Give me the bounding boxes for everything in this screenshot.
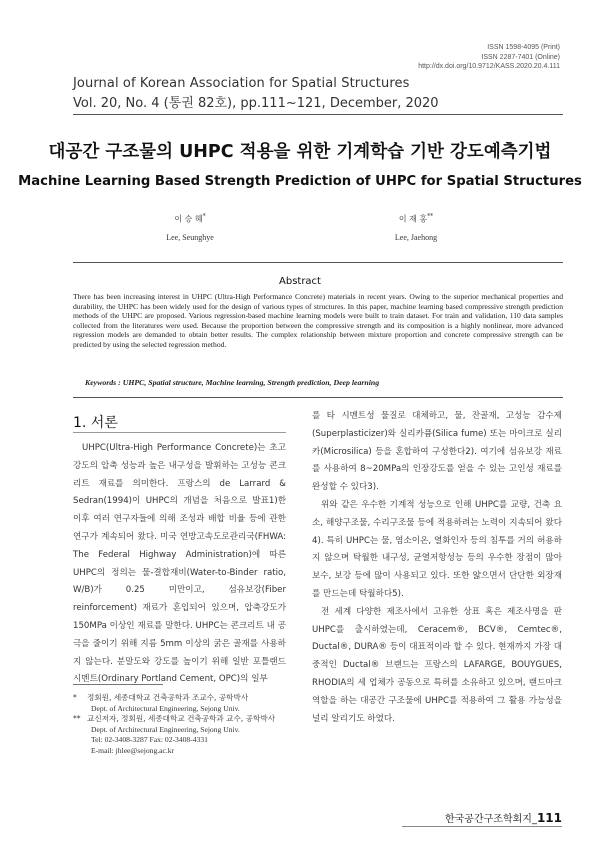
journal-name: Journal of Korean Association for Spatial Structures <box>73 76 410 91</box>
keywords-label: Keywords : <box>85 378 121 387</box>
right-paragraph-2: 위와 같은 우수한 기계적 성능으로 인해 UHPC를 교량, 건축 요소, 해양구조물, 수리구조물 등에 적용하려는 노력이 지속되어 왔다4). 특히 UHPC는 물, 염소이온, 열화인자 등의 침투를 거의 허용하지 않으며 탁월한 내구성, 균열저항성능 등의 우수한 장점이 많아 보수, 보강 등에 많이 사용되고 있다. 또한 얇으면서 단단한 외장재를 만드는데 탁월하다5). <box>312 499 562 599</box>
page-footer <box>445 810 562 825</box>
author-1-name-ko: 이 승 혜 <box>174 214 203 224</box>
abstract-top-rule <box>73 262 563 263</box>
author-2-name-en: Lee, Jaehong <box>394 232 438 242</box>
footnote-1: 정회원, 세종대학교 건축공학과 조교수, 공학박사 <box>87 693 249 702</box>
keywords-list: UHPC, Spatial structure, Machine learning, Strength prediction, Deep learning <box>122 378 380 387</box>
right-column <box>312 408 562 728</box>
footnotes <box>73 693 293 757</box>
footnote-1-en: Dept. of Architectural Engineering, Sejong Univ. <box>91 703 240 713</box>
abstract-bottom-rule <box>73 397 563 398</box>
footer-separator: _ <box>531 814 537 825</box>
author-2-name-ko: 이 재 홍 <box>398 214 428 224</box>
footnote-rule <box>73 684 163 685</box>
footer-rule <box>402 826 562 827</box>
journal-issue: Vol. 20, No. 4 (통권 82호), pp.111~121, December, 2020 <box>73 96 439 111</box>
right-paragraph-1: 를 타 시멘트성 물질로 대체하고, 물, 잔골재, 고성능 감수제(Superplasticizer)와 실리카퓸(Silica fume) 또는 마이크로 실리카(Microsilica) 등을 혼합하여 구성한다2). 여기에 섬유보강 재료를 사용하여 8~20MPa의 인장강도를 얻을 수 있는 고인성 재료를 완성할 수 있다3). <box>312 411 562 493</box>
left-paragraph: UHPC(Ultra-High Performance Concrete)는 초고강도의 압축 성능과 높은 내구성을 발휘하는 고성능 콘크리트 재료를 의미한다. 프랑스의 de Larrard & Sedran(1994)이 UHPC의 개념을 처음으로 발표1)한 이후 여러 연구자들에 의해 조성과 배합 비율 등에 관한 연구가 계속되어 왔다. 미국 연방고속도로관리국(FHWA: The Federal Highway Administration)에 따른 UHPC의 정의는 물-결합재비(Water-to-Binder ratio, W/B)가 0.25 미만이고, 섬유보강(Fiber reinforcement) 재료가 혼입되어 있으며, 압축강도가 150MPa 이상인 재료를 말한다. UHPC는 콘크리트 내 공극을 줄이기 위해 지름 5mm 이상의 굵은 골재를 사용하지 않는다. 분말도와 강도를 높이기 위해 일반 포틀랜드 시멘트(Ordinary Portland Cement, OPC)의 일부 <box>73 443 286 685</box>
abstract-text: There has been increasing interest in UHPC (Ultra-High Performance Concrete) materials in recent years. Owing to the superior mechanical properties and durability, the UHPC has been widely used for the design of various types of structures. In this paper, machine learning based compressive strength prediction methods of the UHPC are proposed. Various regression-based machine learning models were built to train dataset. For train and validation, 110 data samples collected from the literatures were used. Because the proportion between the compressive strength and its composition is a highly nonlinear, more advanced regression models are demanded to obtain better results. The complex relationship between mixture proportion and concrete compressive strength can be predicted by using the selected regression method. <box>73 292 563 349</box>
footnote-contact-email: E-mail: jhlee@sejong.ac.kr <box>91 745 175 755</box>
author-1-name-en: Lee, Seunghye <box>166 232 214 242</box>
title-korean: 대공간 구조물의 UHPC 적용을 위한 기계학습 기반 강도예측기법 <box>48 142 552 162</box>
section-rule <box>73 432 286 433</box>
footnote-2-mark: ** <box>73 714 81 724</box>
header-rule <box>73 114 563 115</box>
title-english: Machine Learning Based Strength Prediction of UHPC for Spatial Structures <box>18 174 582 189</box>
section-heading: 1. 서론 <box>73 415 118 431</box>
right-paragraph-3: 전 세계 다양한 제조사에서 고유한 상표 혹은 제조사명을 판 UHPC를 출시하였는데, Ceracem®, BCV®, Cemtec®, Ductal®, DURA® 등이 대표적이라 할 수 있다. 현재까지 가장 대중적인 Ductal® 브랜드는 프랑스의 LAFARGE, BOUYGUES, RHODIA의 세 업체가 공동으로 특허를 소유하고 있으며, 랜드마크 역할을 하는 대공간 구조물에 UHPC를 적용하여 그 활용 가능성을 널리 알리기도 하였다. <box>312 606 562 724</box>
footer-journal: 한국공간구조학회지 <box>444 814 532 825</box>
footnote-2-en: Dept. of Architectural Engineering, Sejong Univ. <box>91 724 240 734</box>
author-2-mark: ** <box>427 213 434 220</box>
keywords-line <box>85 378 379 387</box>
abstract-heading: Abstract <box>279 276 321 287</box>
issn-online: ISSN 2287-7401 (Online) <box>481 53 560 61</box>
doi-link[interactable]: http://dx.doi.org/10.9712/KASS.2020.20.4.111 <box>418 63 560 70</box>
author-1 <box>150 213 230 242</box>
author-2 <box>376 213 456 242</box>
page-number: 111 <box>536 811 562 825</box>
author-1-mark: * <box>202 213 206 220</box>
footnote-contact-tel: Tel: 02-3408-3287 Fax: 02-3408-4331 <box>91 735 208 745</box>
footnote-1-mark: * <box>73 693 77 702</box>
journal-header <box>73 76 439 111</box>
issn-block <box>418 43 560 72</box>
issn-print: ISSN 1598-4095 (Print) <box>487 44 560 51</box>
left-column <box>73 440 286 689</box>
footnote-2: 교신저자, 정회원, 세종대학교 건축공학과 교수, 공학박사 <box>87 714 276 724</box>
